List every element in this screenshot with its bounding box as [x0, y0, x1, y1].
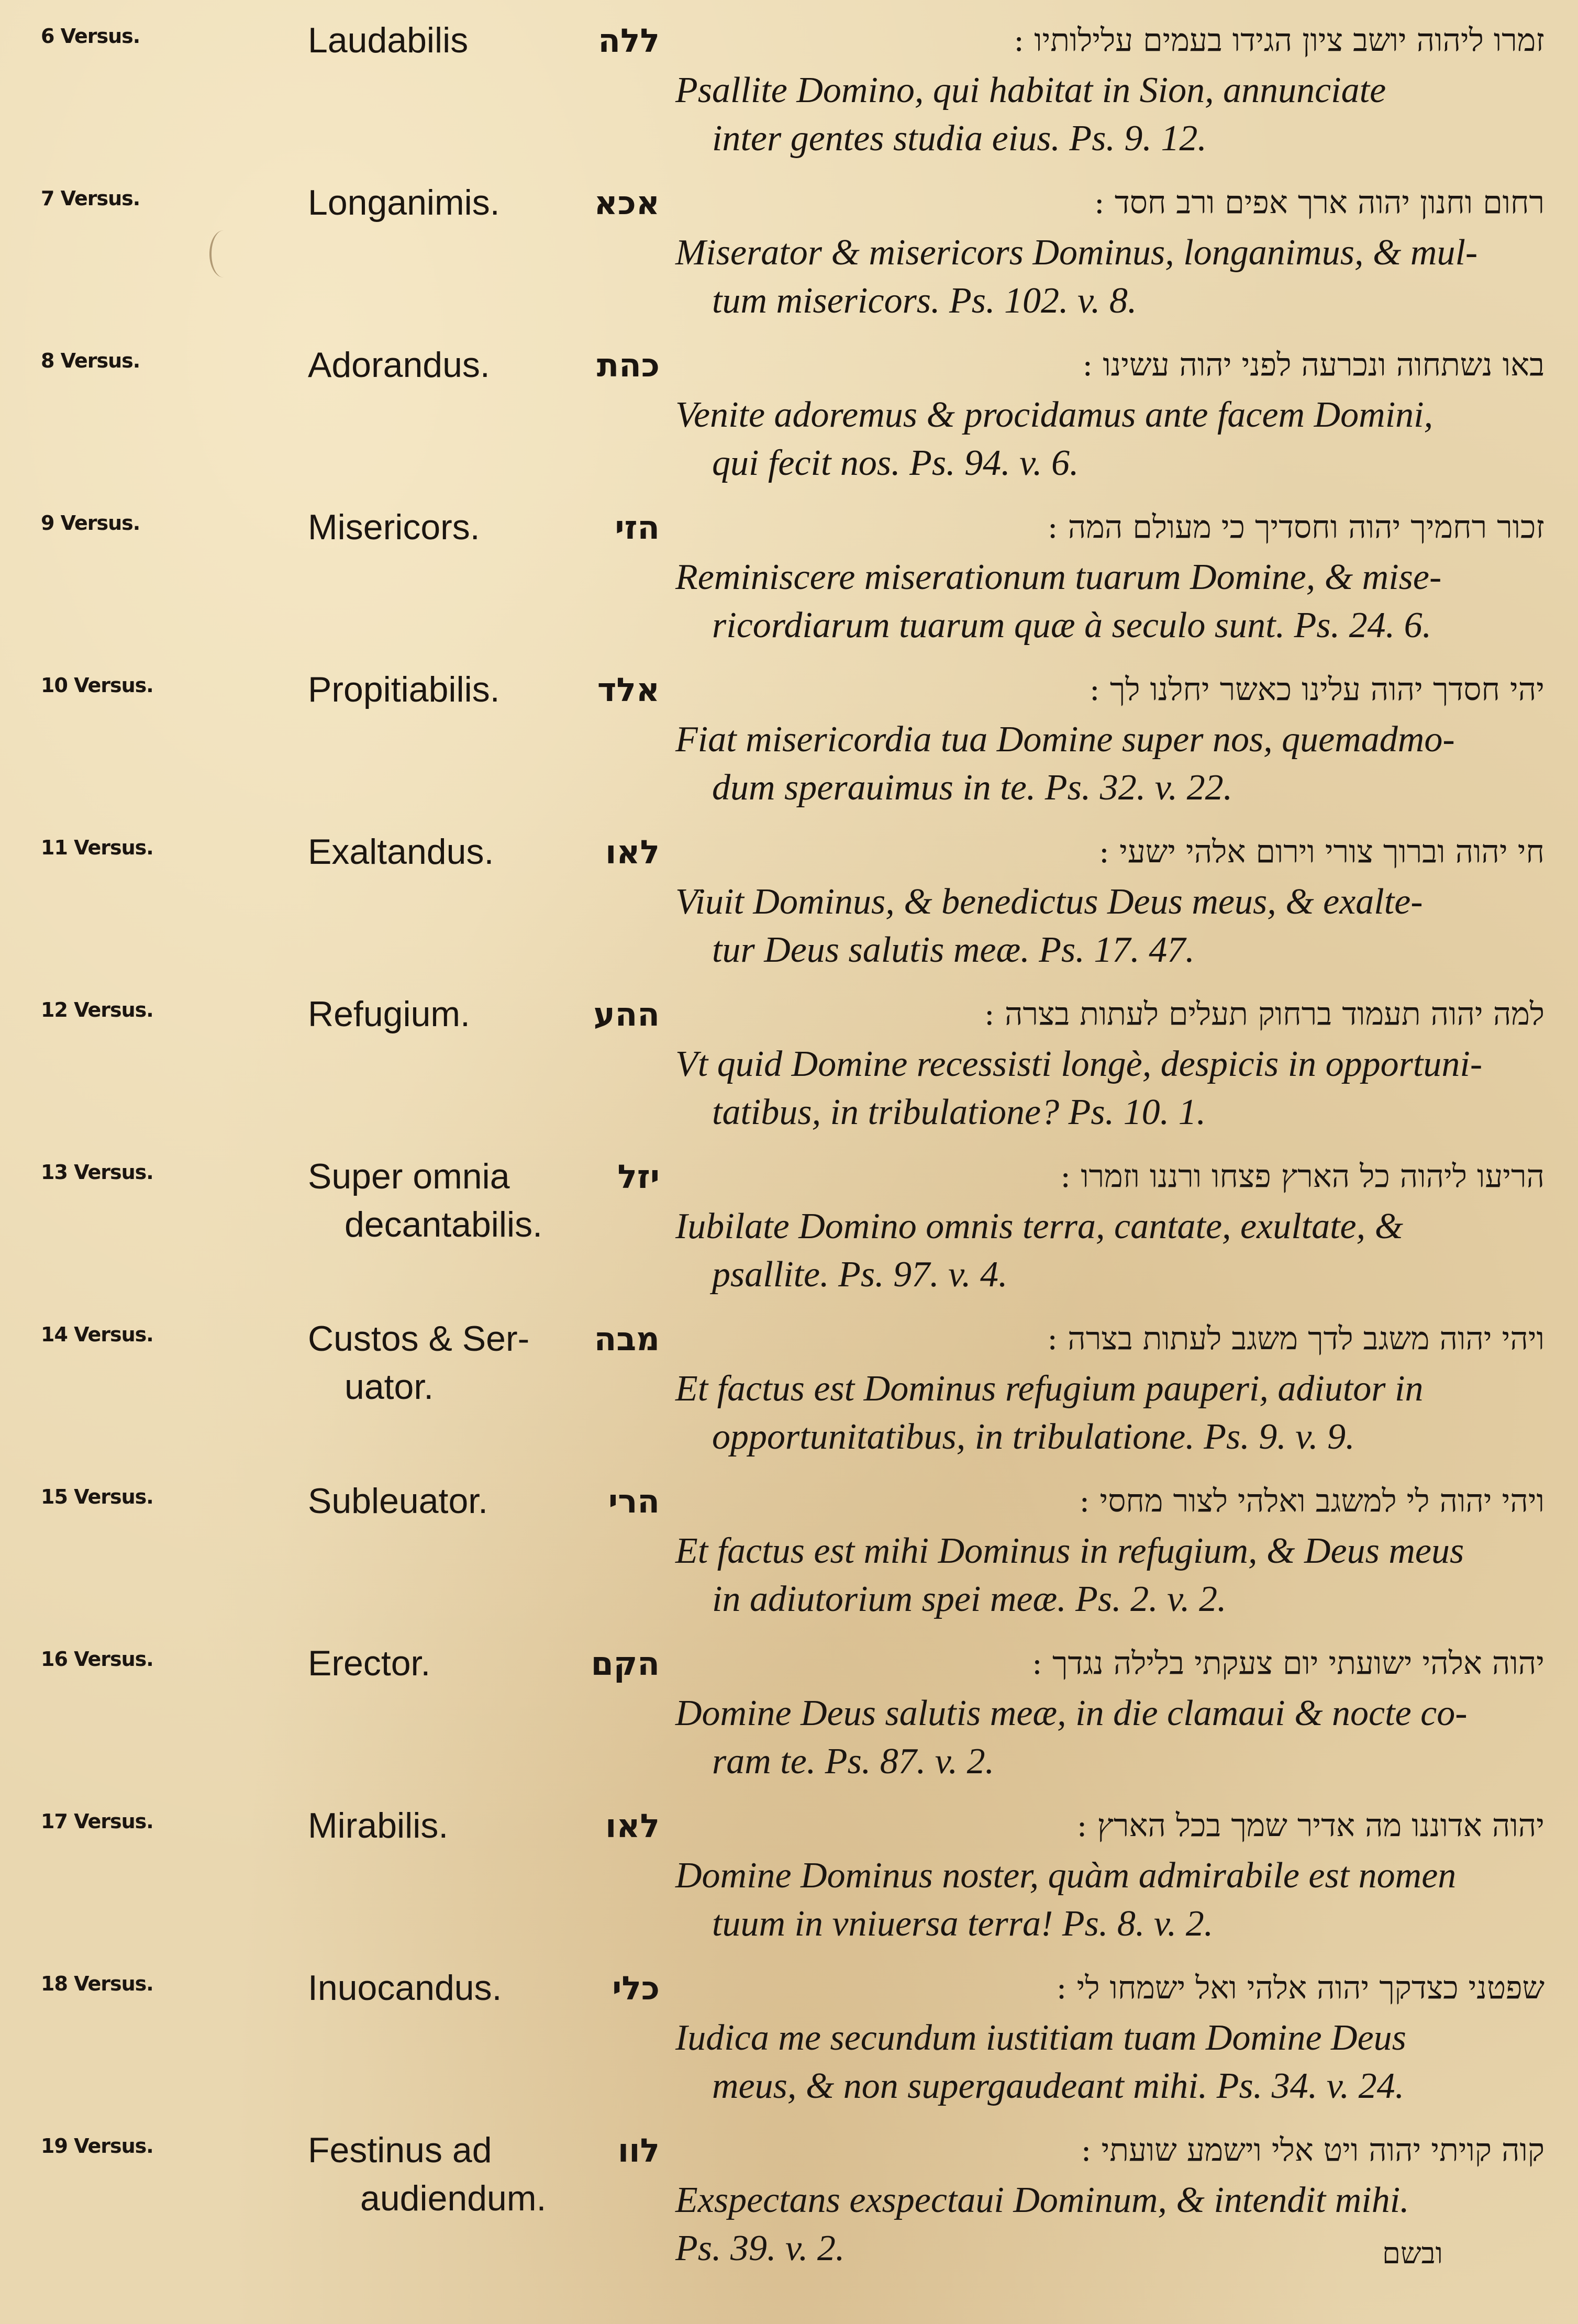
hebrew-verse: למה יהוה תעמוד ברחוק תעלים לעתות בצרה : — [984, 996, 1544, 1032]
verse-number: 6 Versus. — [41, 25, 140, 48]
latin-line: dum sperauimus in te. Ps. 32. v. 22. — [712, 768, 1233, 808]
hebrew-verse: ויהי יהוה משגב לדך משגב לעתות בצרה : — [1047, 1320, 1544, 1357]
attribute-line: Misericors. — [308, 507, 480, 547]
entry-6 — [0, 18, 1578, 181]
latin-line: Fiat misericordia tua Domine super nos, quemadmo- — [675, 719, 1455, 760]
latin-verse — [675, 1689, 1544, 1786]
latin-line: psallite. Ps. 97. v. 4. — [712, 1254, 1008, 1295]
latin-verse — [675, 229, 1544, 325]
latin-line: Vt quid Domine recessisti longè, despicis in opportuni- — [675, 1044, 1483, 1084]
latin-verse — [675, 1527, 1544, 1624]
angel-code: מבה — [594, 1320, 660, 1358]
verse-number: 18 Versus. — [41, 1972, 153, 1995]
attribute-line: audiendum. — [360, 2178, 547, 2218]
latin-line: Et factus est Dominus refugium pauperi, adiutor in — [675, 1369, 1424, 1409]
angel-code: אלד — [597, 671, 660, 709]
hebrew-verse: קוה קויתי יהוה ויט אלי וישמע שועתי : — [1081, 2132, 1544, 2169]
angel-code: ללה — [598, 21, 660, 60]
latin-line: Reminiscere miserationum tuarum Domine, & mise- — [675, 557, 1442, 597]
hebrew-verse: ויהי יהוה לי למשגב ואלהי לצור מחסי : — [1079, 1483, 1544, 1519]
latin-verse — [675, 391, 1544, 487]
verse-number: 14 Versus. — [41, 1323, 153, 1346]
hebrew-verse: יהוה אדוננו מה אדיר שמך בכל הארץ : — [1076, 1807, 1544, 1844]
latin-line: Domine Dominus noster, quàm admirabile est nomen — [675, 1855, 1457, 1896]
latin-line: Viuit Dominus, & benedictus Deus meus, & exalte- — [675, 882, 1423, 922]
entry-18 — [0, 1966, 1578, 2128]
latin-line: Exspectans exspectaui Dominum, & intendit mihi. — [675, 2180, 1409, 2220]
hebrew-verse: יהוה אלהי ישועתי יום צעקתי בלילה נגדך : — [1031, 1645, 1544, 1682]
verse-number: 17 Versus. — [41, 1810, 153, 1833]
entry-14 — [0, 1317, 1578, 1479]
latin-line: ricordiarum tuarum quæ à seculo sunt. Ps. 24. 6. — [712, 605, 1432, 646]
entry-7 — [0, 181, 1578, 343]
verse-number: 10 Versus. — [41, 674, 153, 697]
latin-line: tatibus, in tribulatione? Ps. 10. 1. — [712, 1092, 1206, 1132]
angel-code: לאו — [605, 1807, 660, 1845]
hebrew-verse: יהי חסדך יהוה עלינו כאשר יחלנו לך : — [1089, 671, 1544, 708]
latin-line: Domine Deus salutis meæ, in die clamaui & nocte co- — [675, 1693, 1468, 1733]
latin-verse — [675, 66, 1544, 163]
entry-12 — [0, 992, 1578, 1154]
entry-13 — [0, 1154, 1578, 1317]
attribute-line: Longanimis. — [308, 183, 500, 223]
attribute-line: Super omnia — [308, 1157, 510, 1196]
latin-line: in adiutorium spei meæ. Ps. 2. v. 2. — [712, 1579, 1227, 1619]
attribute-line: Custos & Ser- — [308, 1319, 530, 1359]
latin-line: meus, & non supergaudeant mihi. Ps. 34. v. 24. — [712, 2066, 1405, 2106]
attribute-line: Adorandus. — [308, 345, 490, 385]
verse-number: 16 Versus. — [41, 1648, 153, 1671]
attribute-line: Inuocandus. — [308, 1968, 502, 2008]
entry-16 — [0, 1641, 1578, 1804]
entry-8 — [0, 343, 1578, 505]
verse-number: 11 Versus. — [41, 836, 153, 859]
latin-line: tuum in vniuersa terra! Ps. 8. v. 2. — [712, 1904, 1214, 1944]
attribute-line: uator. — [345, 1367, 434, 1407]
verse-number: 7 Versus. — [41, 187, 140, 210]
angel-code: ההע — [593, 995, 660, 1033]
latin-verse — [675, 1365, 1544, 1461]
hebrew-verse: חי יהוה וברוך צורי וירום אלהי ישעי : — [1098, 833, 1544, 870]
latin-line: Iudica me secundum iustitiam tuam Domine Deus — [675, 2018, 1406, 2058]
attribute-line: decantabilis. — [345, 1205, 543, 1244]
latin-line: tum misericors. Ps. 102. v. 8. — [712, 281, 1137, 321]
attribute-line: Exaltandus. — [308, 832, 494, 872]
angel-code: לוו — [617, 2131, 660, 2170]
hebrew-verse: זמרו ליהוה יושב ציון הגידו בעמים עלילותיו : — [1013, 22, 1544, 59]
entry-15 — [0, 1479, 1578, 1641]
latin-verse — [675, 1203, 1544, 1299]
latin-line: Miserator & misericors Dominus, longanimus, & mul- — [675, 232, 1478, 273]
latin-verse — [675, 1040, 1544, 1137]
angel-code: כהת — [596, 346, 660, 384]
latin-line: Et factus est mihi Dominus in refugium, & Deus meus — [675, 1531, 1464, 1571]
latin-line: opportunitatibus, in tribulatione. Ps. 9. v. 9. — [712, 1417, 1355, 1457]
latin-line: Ps. 39. v. 2. — [675, 2228, 845, 2269]
entry-17 — [0, 1804, 1578, 1966]
angel-code: יזל — [617, 1158, 660, 1196]
verse-number: 8 Versus. — [41, 349, 140, 372]
attribute-line: Refugium. — [308, 994, 470, 1034]
angel-code: לאו — [605, 833, 660, 871]
latin-verse — [675, 1852, 1544, 1948]
latin-line: ram te. Ps. 87. v. 2. — [712, 1741, 995, 1782]
angel-code: כלי — [612, 1969, 660, 2007]
latin-line: tur Deus salutis meæ. Ps. 17. 47. — [712, 930, 1195, 970]
latin-verse — [675, 878, 1544, 974]
verse-number: 13 Versus. — [41, 1161, 153, 1184]
attribute-line: Erector. — [308, 1643, 431, 1683]
angel-code: הזי — [615, 508, 660, 547]
attribute-line: Laudabilis — [308, 20, 469, 60]
latin-verse — [675, 2014, 1544, 2110]
attribute-line: Mirabilis. — [308, 1806, 449, 1845]
latin-line: Iubilate Domino omnis terra, cantate, exultate, & — [675, 1206, 1404, 1247]
latin-verse — [675, 553, 1544, 650]
hebrew-verse: שפטני כצדקך יהוה אלהי ואל ישמחו לי : — [1056, 1970, 1544, 2006]
attribute-line: Subleuator. — [308, 1481, 488, 1521]
attribute-line: Festinus ad — [308, 2130, 492, 2170]
entry-11 — [0, 830, 1578, 992]
latin-verse — [675, 716, 1544, 812]
catchword: ובשם — [1382, 2237, 1443, 2271]
angel-code: הקם — [591, 1644, 660, 1683]
entry-9 — [0, 505, 1578, 668]
verse-number: 15 Versus. — [41, 1485, 153, 1508]
latin-line: Psallite Domino, qui habitat in Sion, annunciate — [675, 70, 1386, 110]
entry-10 — [0, 668, 1578, 830]
latin-line: inter gentes studia eius. Ps. 9. 12. — [712, 118, 1207, 159]
verse-number: 12 Versus. — [41, 998, 153, 1021]
latin-line: Venite adoremus & procidamus ante facem Domini, — [675, 395, 1433, 435]
hebrew-verse: באו נשתחוה ונכרעה לפני יהוה עשינו : — [1082, 347, 1544, 383]
latin-line: qui fecit nos. Ps. 94. v. 6. — [712, 443, 1079, 483]
angel-code: הרי — [608, 1482, 660, 1520]
verse-number: 9 Versus. — [41, 511, 140, 535]
angel-code: אכא — [594, 184, 660, 222]
hebrew-verse: זכור רחמיך יהוה וחסדיך כי מעולם המה : — [1047, 509, 1544, 546]
hebrew-verse: הריעו ליהוה כל הארץ פצחו ורננו וזמרו : — [1060, 1158, 1544, 1195]
hebrew-verse: רחום וחנון יהוה ארך אפים ורב חסד : — [1094, 184, 1544, 221]
verse-number: 19 Versus. — [41, 2134, 153, 2158]
entry-19 — [0, 2128, 1578, 2290]
attribute-line: Propitiabilis. — [308, 670, 500, 709]
